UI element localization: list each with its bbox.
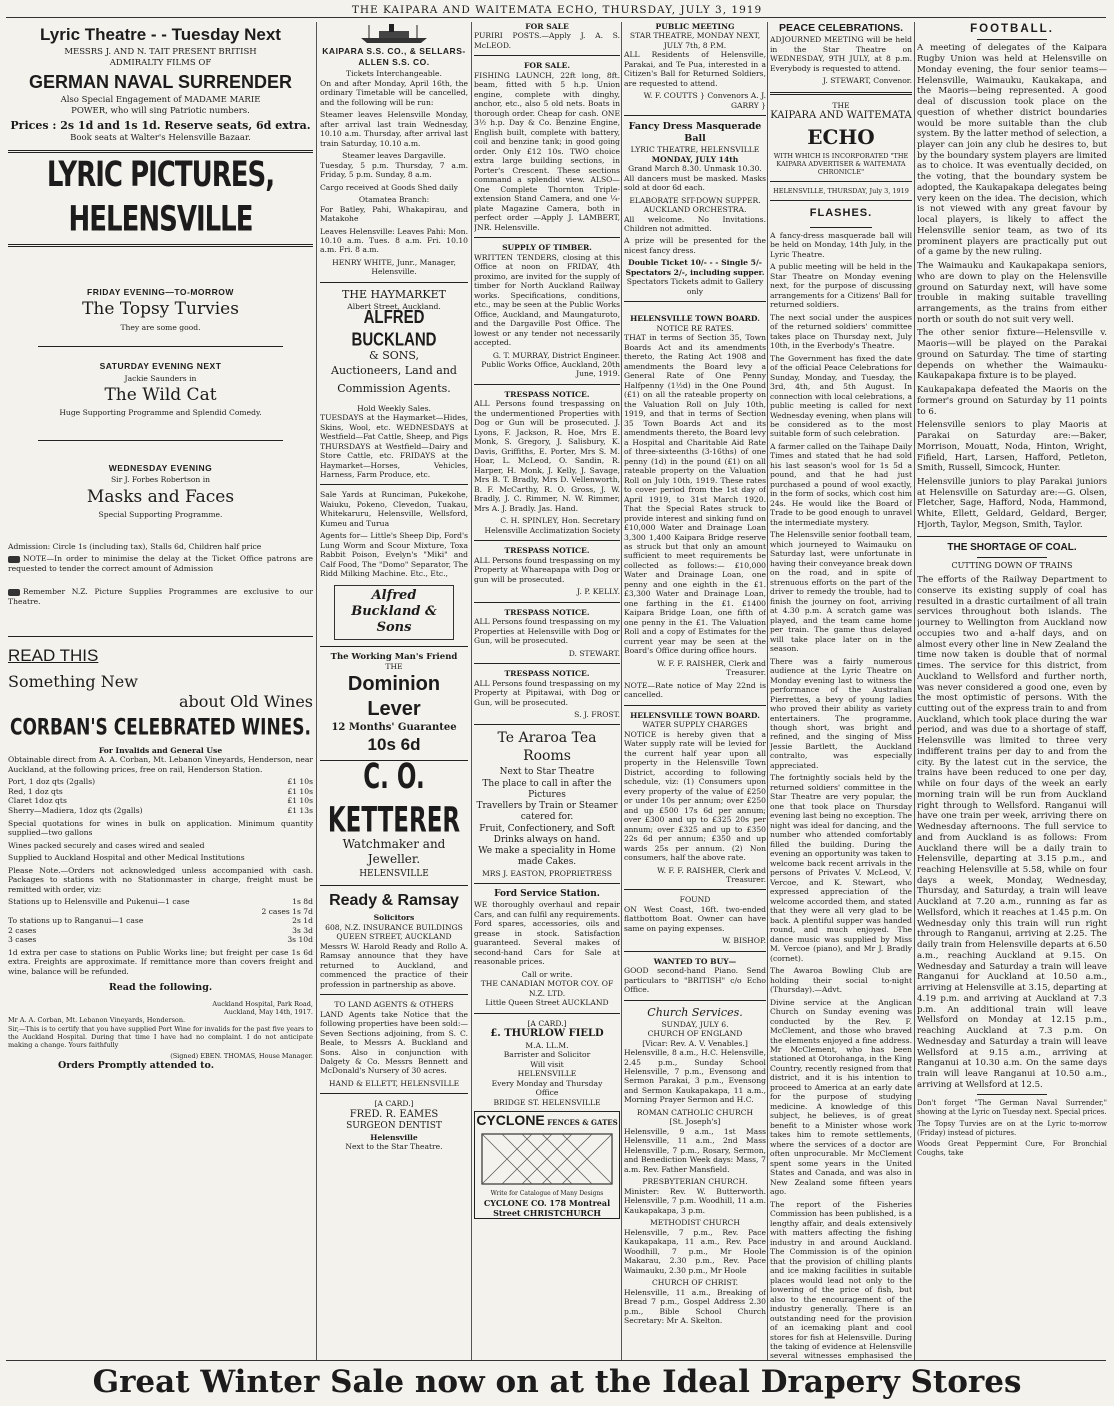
dominion-lever: Dominion Lever bbox=[347, 672, 441, 720]
steamer-dargaville-heading: Steamer leaves Dargaville. bbox=[342, 151, 446, 161]
trespass-heading: TRESPASS NOTICE. bbox=[504, 389, 590, 399]
call-or-write: Call or write. bbox=[521, 969, 573, 979]
dateline: HELENSVILLE, THURSDAY, July 3, 1919 bbox=[773, 186, 909, 195]
trespass-signature: C. H. SPINLEY, Hon. Secretary Helensville Acclimatization Society bbox=[484, 516, 620, 535]
trespass-notice: ALL Persons found trespassing on my Property at Pipitawai, with Dog or Gun, will be prosecuted. bbox=[474, 678, 620, 707]
pointing-hand-icon bbox=[8, 556, 20, 563]
football-paragraph: Kaukapakapa defeated the Maoris on the former's ground on Saturday by 11 points to 6. bbox=[917, 385, 1107, 417]
fancy-dress-date: MONDAY, JULY 14th bbox=[651, 154, 739, 164]
extra-text: 1d extra per case to stations on Public Works line; but freight per case 1s 6d extra. Freights are approximate. If remittance more than covers freight and wine, balance will be refunded. bbox=[8, 947, 313, 976]
working-mans-friend: The Working Man's Friend bbox=[330, 651, 458, 662]
fishing-launch-ad: FISHING LAUNCH, 22ft long, 8ft. beam, fitted with 5 h.p. Union engine, complete with dinghy, anchor, etc., also 5 old nets. Boats in thorough order. Cheap for cash. ONE 3½ h.p. Day & Co. Benzine Engine, English built, complete with battery, coil and benzine tank; in good going order. Only £12 10s. TWO choice extra large building sections, in Porter's Crescent. These sections command a splendid view. ALSO—One Complete Thornton Triple-extension Stand Camera, and one ¼-plate Magazine Camera, both in perfect order —Apply J. LAMBERT, JNR. Helensville. bbox=[474, 70, 620, 232]
something-new: Something New bbox=[8, 672, 138, 692]
adjourned-meeting: ADJOURNED MEETING will be held in the Star Theatre on WEDNESDAY, 9TH JULY, at 8 p.m. Everybody is requested to attend. bbox=[770, 35, 912, 73]
public-meeting-venue: STAR THEATRE, MONDAY NEXT, JULY 7th, 8 P.M. bbox=[629, 31, 761, 50]
echo-kaipara-waitemata: KAIPARA AND WAITEMATA bbox=[770, 110, 912, 122]
the-label: THE bbox=[385, 662, 403, 672]
cutting-down-trains: CUTTING DOWN OF TRAINS bbox=[951, 561, 1073, 571]
flash-item: Divine service at the Anglican Church on Sunday evening was conducted by the Rev. F. McClement, and those who braved the elements enjoyed a fine address. Mr McClement, who has been stationed at Otorohanga, in the King Country, recently resigned from that district, and it is his intention to proceed to America at an early date for the purpose of studying medicine. A knowledge of this subject, he believes, is of great benefit to a Minister whose work takes him to remote settlements, where the services of a doctor are often unprocurable. Mr McClement spent some years in the United States and Canada, and was also in New Zealand some fifteen years ago. bbox=[770, 997, 912, 1197]
public-meeting-body: ALL Residents of Helensville, Parakai, and Te Pua, interested in a Citizen's Ball for Returned Soldiers, are requested to attend. bbox=[624, 50, 766, 88]
fred-eames: FRED. R. EAMES bbox=[349, 1108, 439, 1120]
supply-timber-heading: SUPPLY OF TIMBER. bbox=[502, 243, 592, 253]
column-divider bbox=[767, 22, 768, 1360]
read-this-heading: READ THIS bbox=[8, 646, 99, 666]
card-label: [A CARD.] bbox=[374, 1099, 414, 1109]
flash-item: The next social under the auspices of the returned soldiers' committee takes place on Thursday next, July 10th, in the Everbody's Theatre. bbox=[770, 312, 912, 351]
next-to-star: Next to the Star Theatre. bbox=[345, 1142, 443, 1152]
rates-body: THAT in terms of Section 35, Town Boards Act and its amendments thereto, the Rating Act 1908 and amendments the Board levy a General Rate of One Penny Halfpenny (1½d) in the One Pound (£1) on all the rateable property on the Valuation Roll on July 10th, 1919, and that in terms of Section 35 Town Boards Act and its amendments thereto, the Board levy a Hospital and Charitable Aid Rate of three-sixteenths (3-16ths) of one penny (1d) in the pound (£1) on all rateable property on the Valuation Roll on July 10th, 1919. These rates to cover period from the 1st day of April 1919, to 31st March 1920. That the Special Rates struck to provide interest and sinking fund on £10,000 Water and Drainage Loan 3,300 1,400 Kaipara Bridge reserve as struck but that only an amount sufficient to meet requirements be collected as follows:— £10,000 Water and Drainage Loan, one penny and one eighth in the £1. £3,300 Water and Drainage Loan, one farthing in the £1. £1400 Kaipara Bridge Loan, one fifth of one penny in the £1. The Valuation Roll and a copy of Estimates for the current year may be seen at the Board's Office during office hours. bbox=[624, 333, 766, 656]
leaves-times: Leaves Helensville: Leaves Pahi: Mon. 10.10 a.m. Tues. 8 a.m. Fri. 10.10 a.m. Fri. 8 a.m. bbox=[320, 226, 468, 255]
column-divider bbox=[316, 22, 317, 1360]
town-board-heading: HELENSVILLE TOWN BOARD. bbox=[630, 710, 760, 720]
every-monday-thursday: Every Monday and Thursday bbox=[491, 1078, 603, 1088]
easton-proprietress: MRS J. EASTON, PROPRIETRESS bbox=[482, 868, 612, 878]
grand-march: Grand March 8.30. Unmask 10.30. bbox=[628, 164, 762, 174]
church-services-heading: Church Services. bbox=[647, 1005, 743, 1019]
table-row: 2 cases 3s 3d bbox=[8, 925, 313, 935]
cargo-text: Cargo received at Goods Shed daily bbox=[320, 182, 458, 192]
masthead-rule bbox=[6, 17, 1106, 18]
lyric-theatre-booking: Book seats at Walter's Helensville Bazaar. bbox=[70, 133, 251, 143]
saturday-sub: Huge Supporting Programme and Splendid Comedy. bbox=[59, 408, 262, 418]
alfred-buckland: ALFRED BUCKLAND bbox=[351, 307, 437, 351]
haymarket-heading: THE HAYMARKET bbox=[342, 287, 446, 301]
column-divider bbox=[471, 22, 472, 1360]
albert-street: Albert Street, Auckland. bbox=[347, 301, 441, 311]
little-queen-street: Little Queen Street AUCKLAND bbox=[485, 998, 609, 1008]
admission-text: Admission: Circle 1s (including tax), Stalls 6d, Children half price bbox=[8, 541, 262, 551]
shortage-of-coal-heading: THE SHORTAGE OF COAL. bbox=[947, 541, 1077, 553]
henry-white: HENRY WHITE, Junr., Manager, Helensville. bbox=[332, 257, 456, 277]
trespass-signature: S. J. FROST. bbox=[574, 710, 620, 719]
footer-rule bbox=[6, 1360, 1106, 1361]
ketterer-location: HELENSVILLE bbox=[359, 868, 429, 879]
presbyterian-heading: PRESBYTERIAN CHURCH. bbox=[642, 1177, 748, 1187]
supply-timber-signature: G. T. MURRAY, District Engineer. Public Works Office, Auckland, 20th June, 1919. bbox=[481, 350, 620, 379]
cyclone-ad bbox=[474, 1111, 620, 1218]
flash-item: The Helensville senior football team, which journeyed to Waimauku on Saturday last, were unfortunate in having their conveyance break down on the road, and in spite of strenuous efforts on the part of the driver to remedy the trouble, had to finish the journey on foot, arriving at 4.30 p.m. A scratch game was played, and the team came home per train. The game thus delayed will take place later on in the season. bbox=[770, 530, 912, 654]
wednesday-star: Sir J. Forbes Robertson in bbox=[110, 475, 211, 485]
friday-title: The Topsy Turvies bbox=[82, 299, 239, 320]
ready-ramsay-announcement: Messrs W. Harold Ready and Rollo A. Ramsay announce that they have returned to Auckland, and commenced the practice of their profession in partnership as above. bbox=[320, 941, 468, 989]
supplied-text: Supplied to Auckland Hospital and other Medical Institutions bbox=[8, 853, 245, 863]
buckland-signature-logo: Alfred Buckland & Sons bbox=[334, 585, 454, 640]
church-england-heading: CHURCH OF ENGLAND bbox=[647, 1029, 743, 1039]
sale-yards: Sale Yards at Runciman, Pukekohe, Waiuku, Pokeno, Clevedon, Tuakau, Whitekaruru, Helensville, Wellsford, Kumeu and Turua bbox=[320, 490, 468, 528]
catholic-heading: ROMAN CATHOLIC CHURCH bbox=[636, 1107, 754, 1117]
weekly-sales: Hold Weekly Sales. bbox=[357, 403, 431, 413]
wednesday-sub: Special Supporting Programme. bbox=[98, 510, 223, 520]
agents-for: Agents for— Little's Sheep Dip, Ford's Lung Worm and Scour Mixture, Toxa Rabbit Poison, Evelyn's "Miki" and Calf Food, The "Domo" Separator, The Ridd Milking Machine. Etc., Etc., bbox=[320, 531, 468, 579]
column-3 bbox=[474, 22, 620, 1360]
lyric-theatre-line: MESSRS J. AND N. TAIT PRESENT BRITISH bbox=[64, 47, 257, 58]
watchmaker-jeweller: Watchmaker and Jeweller. bbox=[342, 836, 446, 866]
table-row: Red, 1 doz qts £1 10s bbox=[8, 786, 313, 796]
catholic-services: Helensville, 9 a.m., 1st Mass Helensville, 11 a.m., 2nd Mass Helensville, 7 p.m., Rosary, Sermon, and Benediction Week days: Mass, 7 a.m. Rev. Father Mansfield. bbox=[624, 1126, 766, 1174]
trespass-notice: ALL Persons found trespassing on the undermentioned Properties with Dog or Gun will be prosecuted. J. Lyons, F. Jackson, R. Hoe, Mrs E. Monk, S. Gregory, J. Salisbury, K. Davis, Griffiths, E. Porter, Mrs S. M. Hoar, L. McLeod, O. Sandin, R. Harper, H. Monk, J. Kelly, J. Savage, Mrs B. T. Bradly, Mrs D. Vellenworth, B. F. McCarthy, R. O. Gross, J. W. Bradly, J. C. Rimmer, N. W. Rimmer, Mrs A. J. Bradly. Jas. Hand. bbox=[474, 399, 620, 513]
letter-date: Auckland, May 14th, 1917. bbox=[224, 1008, 313, 1017]
lyric-theatre-line: ADMIRALTY FILMS OF bbox=[109, 57, 212, 68]
tea-rooms-line: The place to call in after the Pictures bbox=[482, 778, 612, 800]
insurance-address: 608, N.Z. INSURANCE BUILDINGS QUEEN STREET, AUCKLAND bbox=[325, 922, 463, 942]
cyclone-logo: CYCLONE bbox=[476, 1112, 545, 1129]
bridge-street: BRIDGE ST. HELENSVILLE bbox=[493, 1097, 601, 1107]
flash-item: A public meeting will be held in the Star Theatre on Monday evening next, for the purpose of discussing arrangements for a Citizens' Ball for returned soldiers. bbox=[770, 262, 912, 310]
rates-note: NOTE—Rate notice of May 22nd is cancelled. bbox=[624, 680, 766, 700]
please-note-text: Please Note.—Orders not acknowledged unless accompanied with cash. Packages to stations with no Stationmaster in charge, freight must be remitted with order, viz: bbox=[8, 865, 313, 894]
echo-the: THE bbox=[832, 100, 850, 110]
lyric-theatre-line: Also Special Engagement of MADAME MARIE bbox=[60, 95, 261, 105]
tea-rooms-heading: Te Araroa Tea Rooms bbox=[497, 730, 597, 764]
guarantee: 12 Months' Guarantee bbox=[331, 721, 457, 733]
ketterer-heading: C. O. KETTERER bbox=[327, 758, 461, 841]
column-divider bbox=[914, 22, 915, 1360]
canadian-motor: THE CANADIAN MOTOR COY. OF N.Z. LTD. bbox=[480, 979, 614, 998]
methodist-heading: METHODIST CHURCH bbox=[650, 1218, 740, 1228]
sales-schedule: TUESDAYS at the Haymarket—Hides, Skins, Wool, etc. WEDNESDAYS at Westfield—Fat Cattle, Sheep, and Pigs THURSDAYS at Westfield—Dairy and Store Cattle, etc. FRIDAYS at the Haymarket—Horses, Vehicles, Harness, Farm Produce, etc. bbox=[320, 413, 468, 479]
office-label: Office bbox=[535, 1088, 559, 1098]
orders-attended: Orders Promptly attended to. bbox=[58, 1060, 215, 1071]
tickets-interchangeable: Tickets Interchangeable. bbox=[346, 69, 442, 79]
column-1 bbox=[8, 22, 313, 1360]
trespass-heading: TRESPASS NOTICE. bbox=[504, 546, 590, 556]
letter-recipient: Mr A. A. Corban, Mt. Lebanon Vineyards, Henderson. bbox=[8, 1016, 186, 1025]
public-meeting-convenors: W. F. COUTTS } Convenors A. J. GARRY } bbox=[643, 91, 766, 110]
church-of-christ-heading: CHURCH OF CHRIST. bbox=[651, 1278, 739, 1288]
saturday-title: The Wild Cat bbox=[104, 385, 217, 406]
table-row: Sherry—Madiera, 1doz qts (2galls) £1 13s bbox=[8, 805, 313, 815]
wanted-body: GOOD second-hand Piano. Send particulars to "BRITISH" c/o Echo Office. bbox=[624, 966, 766, 995]
tea-rooms-line: We make a speciality in Home made Cakes. bbox=[478, 846, 616, 868]
card-label: [A CARD.] bbox=[527, 1018, 567, 1028]
table-row: To stations up to Ranganui—1 case 2s 1d bbox=[8, 916, 313, 926]
footer-banner: Great Winter Sale now on at the Ideal Drapery Stores bbox=[92, 1364, 1022, 1400]
masthead: THE KAIPARA AND WAITEMATA ECHO, THURSDAY, JULY 3, 1919 bbox=[351, 4, 763, 16]
about-old-wines: about Old Wines bbox=[178, 692, 313, 712]
table-row: Stations up to Helensville and Pukenui—1 case 1s 8d bbox=[8, 897, 313, 907]
hand-ellett: HAND & ELLETT, HELENSVILLE bbox=[328, 1078, 460, 1088]
found-body: ON West Coast, 16ft. two-ended flattbottom Boat. Owner can have same on paying expenses. bbox=[624, 904, 766, 933]
kaipara-ss-heading: KAIPARA S.S. CO., & SELLARS-ALLEN S.S. CO. bbox=[322, 46, 466, 67]
stewart-convenor: J. STEWART, Convenor. bbox=[822, 76, 912, 86]
note-text: NOTE—In order to minimise the delay at the Ticket Office patrons are requested to tender the correct amount of Admission bbox=[8, 554, 313, 573]
for-sale-heading: FOR SALE bbox=[525, 22, 569, 31]
pointing-hand-icon bbox=[8, 589, 20, 596]
flash-item: The Awaroa Bowling Club are holding their social to-night (Thursday).—Advt. bbox=[770, 966, 912, 995]
ready-ramsay: Ready & Ramsay bbox=[329, 892, 459, 910]
peace-celebrations-heading: PEACE CELEBRATIONS. bbox=[778, 22, 904, 34]
lyric-theatre-venue: LYRIC THEATRE, HELENSVILLE bbox=[630, 145, 760, 155]
trespass-signature: J. P. KELLY. bbox=[577, 587, 620, 597]
wine-price-table bbox=[8, 777, 313, 815]
flash-item: A fancy-dress masquerade ball will be held on Monday, 14th July, in the Lyric Theatre. bbox=[770, 230, 912, 259]
incorporated-text: WITH WHICH IS INCORPORATED "THE KAIPARA ADVERTISER & WAITEMATA CHRONICLE" bbox=[773, 151, 909, 176]
topsy-turvies-note: The Topsy Turvies are on at the Lyric to-morrow (Friday) instead of pictures. bbox=[917, 1119, 1107, 1137]
wines-packed-text: Wines packed securely and cases wired and sealed bbox=[8, 840, 205, 850]
public-meeting-heading: PUBLIC MEETING bbox=[655, 22, 735, 31]
notice-re-rates: NOTICE RE RATES. bbox=[656, 323, 734, 333]
special-text: Special quotations for wines in bulk on application. Minimum quantity supplied—two gallons bbox=[8, 818, 313, 838]
saturday-star: Jackie Saunders in bbox=[124, 373, 197, 383]
barrister-solicitor: Barrister and Solicitor bbox=[503, 1050, 591, 1060]
surgeon-dentist: SURGEON DENTIST bbox=[346, 1121, 442, 1132]
coal-shortage-body: The efforts of the Railway Department to conserve its existing supply of coal has resulted in a drastic curtailment of all train services throughout both islands. The journey to Wellington from Auckland now occupies two and a-half days, and on almost every other line in New Zealand the time now taken is double that of normal times. The service for this district, from Auckland to Wellsford and further north, was never considered a good one, even by the most optimistic of persons. With the cutting out of the express train to and from Auckland, which took place during the war period, and was due to a shortage of staff, Helensville was limited to three very indifferent trains per day to and from the city. By the latest cut in the service, the trains have been reduced to one per day, while on four days of the week an early morning train will be run from Auckland right through to Wellsford. Ranganui will have one train per week, arriving there on Wednesday afternoons. The full service to and from Auckland is as follows: From Auckland there will be a daily train to Helensville, departing at 3.15 p.m., and reaching Helensville at 5.58, while on four days a week, Monday, Wednesday, Thursday, and Saturday, a train will leave Auckland at 7.20 a.m., running as far as Wellsford, which it reaches at 1.45 p.m. On Wednesday only this train will run right through to Ranganui, arriving at 2.25. The daily train from Helensville departs at 6.50 a.m., reaching Auckland at 9.15. On Wednesday and Saturday a train will leave Ranganui for Auckland at 10.50 a.m., arriving at Helensville at 3.15, departing at 4.19 p.m. and arriving at Auckland at 7.3 p.m. An additional train will leave Wellsford on Monday at 12.15 p.m., reaching Auckland at 7.3 p.m. On Wednesday and Saturday a train will leave Wellsford at 9.15 a.m., arriving at Ranganui at 10.30 a.m. On the same days train will leave Ranganui at 10.50 a.m., arriving at Wellsford at 12.5. bbox=[917, 575, 1107, 1090]
methodist-services: Helensville, 7 p.m., Rev. Pace Kaukapakapa, 11 a.m., Rev. Pace Woodhill, 7 p.m., Mr Hoole Makarau, 2.30 p.m., Rev. Pace Waimauku, 2.30 p.m., Mr Hoole bbox=[624, 1227, 766, 1275]
saturday-heading: SATURDAY EVENING NEXT bbox=[99, 360, 222, 371]
buckland-sons: & SONS, bbox=[368, 348, 420, 362]
corban-wines-heading: CORBAN'S CELEBRATED WINES. bbox=[9, 715, 311, 742]
ford-service-body: WE thoroughly overhaul and repair Cars, and can fulfil any requirements. Ford spares, accessories, oils and grease in stock. Satisfaction guaranteed. Several makes of second-hand Cars for Sale at reasonable prices. bbox=[474, 900, 620, 967]
letter-address: Auckland Hospital, Park Road, bbox=[212, 1000, 313, 1009]
cyclone-company: CYCLONE CO. 178 Montreal Street CHRISTCHURCH bbox=[483, 1197, 611, 1218]
woods-peppermint: Woods Great Peppermint Cure, For Bronchial Coughs, take bbox=[917, 1140, 1107, 1158]
ford-service-heading: Ford Service Station. bbox=[494, 889, 600, 900]
rates-signature: W. F. F. RAISHER, Clerk and Treasurer. bbox=[657, 658, 766, 678]
football-paragraph: Helensville juniors to play Parakai juniors at Helensville on Saturday are:—G. Olsen, Fletcher, Sage, Hafford, Noda, Hammond, White, Ellett, Geldard, Geldard, Berger, Hjorth, Taylor, Megson, Smith, Taylor. bbox=[917, 477, 1107, 530]
flash-item: The report of the Fisheries Commission has been published, is a lengthy affair, and deals extensively with matters affecting the fishing industry in and around Auckland. The Commission is of the opinion that the provision of chilling plants and ice making facilities in suitable places would lead not only to the lowering of the price of fish, but also to the encouragement of the industry generally. There is an outstanding need for the provision of an icemaking plant and cool stores for fish at Helensville. During the taking of evidence at Helensville several witnesses emphasised the bbox=[770, 1199, 912, 1360]
column-2 bbox=[320, 22, 468, 1360]
lyric-pictures-banner: LYRIC PICTURES, HELENSVILLE bbox=[46, 154, 275, 239]
trespass-notice: ALL Persons found trespassing on my Properties at Helensville with Dog or Gun, will be prosecuted. bbox=[474, 617, 620, 646]
fancy-dress-prize: A prize will be presented for the nicest fancy dress. bbox=[624, 236, 766, 255]
table-row: Claret 1doz qts £1 10s bbox=[8, 796, 313, 806]
tea-rooms-line: Travellers by Train or Steamer catered for. bbox=[476, 801, 618, 823]
church-of-christ-services: Helensville, 11 a.m., Breaking of Bread 7 p.m., Gospel Address 2.30 p.m., Bible School Church Secretary: Mr A. Skelton. bbox=[624, 1287, 766, 1326]
fences-gates: FENCES & GATES bbox=[547, 1118, 618, 1128]
flash-item: The fortnightly socials held by the returned soldiers' committee in the Star Theatre are very popular, the one that took place on Thursday evening last being no exception. The night was ideal for dancing, and the number who attended comfortably filled the building. During the evening an opportunity was taken to welcome back recent arrivals in the persons of Privates V. McLeod, V. Vercoe, and K. Stewart, who expressed appreciation of the welcome accorded them, and stated that they were all very glad to be back. A plentiful supper was handed round, and much enjoyed. The dance music was supplied by Miss M. Vercoe (piano), and Mr J. Bradly (cornet). bbox=[770, 773, 912, 963]
lyric-theatre-prices: Prices : 2s 1d and 1s 1d. Reserve seats, 6d extra. bbox=[10, 119, 311, 133]
church-england-services: Helensville, 8 a.m., H.C. Helensville, 2.45 p.m., Sunday School Helensville, 7 p.m., Evensong and Sermon Parakai, 3 p.m., Evensong and Sermon Kaukapakapa, 11 a.m., Morning Prayer Sermon and H.C. bbox=[624, 1048, 766, 1105]
steamship-icon bbox=[359, 22, 429, 44]
auctioneers: Auctioneers, Land and Commission Agents. bbox=[331, 364, 457, 396]
solicitors: Solicitors bbox=[373, 913, 415, 923]
trespass-heading: TRESPASS NOTICE. bbox=[504, 669, 590, 679]
table-row: Port, 1 doz qts (2galls) £1 10s bbox=[8, 777, 313, 787]
fancy-dress-heading: Fancy Dress Masquerade Ball bbox=[628, 121, 762, 145]
read-following-heading: Read the following. bbox=[108, 982, 213, 994]
ticket-prices: Double Ticket 10/- - - Single 5/- Spectators 2/-, including supper. bbox=[625, 258, 765, 277]
eames-location: Helensville bbox=[370, 1132, 418, 1142]
supper: ELABORATE SIT-DOWN SUPPER. bbox=[629, 195, 761, 205]
water-supply-body: NOTICE is hereby given that a Water supply rate will be levied for the current half year upon all property in the Helensville Town District, according to following schedule, viz: (1) Consumers upon every property of the value of £250 or under 10s per annum; over £250 and up £500 17s 6d per annum; over £300 and up to £325 20s per annum; over £325 and up to £350 22s 6d per annum; £350 and up wards 25s per annum. (2) Non consumers, half the above rate. bbox=[624, 729, 766, 863]
spectators-note: Spectators Tickets admit to Gallery only bbox=[626, 277, 764, 296]
letter-body: Sir,—This is to certify that you have supplied Port Wine for invalids for the past five years to the Auckland Hospital. During that time I have had no complaint. I do not anticipate making a change. Yours faithfully bbox=[8, 1024, 313, 1049]
steamer-helensville: Steamer leaves Helensville Monday, after arrival last train Wednesday, 10.10 a.m. Thursday, after arrival last train Saturday, 10.10 a.m. bbox=[320, 110, 468, 148]
football-heading: FOOTBALL. bbox=[970, 23, 1054, 35]
town-board-heading: HELENSVILLE TOWN BOARD. bbox=[630, 314, 760, 324]
german-naval-surrender-title: GERMAN NAVAL SURRENDER bbox=[28, 71, 292, 92]
football-paragraph: The other senior fixture—Helensville v. Maoris—will be played on the Parakai ground on Saturday. The time of starting depends on whether the Waimauku-Kaukapakapa fixture is to be played. bbox=[917, 328, 1107, 382]
cyclone-catalogue: Write for Catalogue of Many Designs bbox=[490, 1190, 604, 1198]
wednesday-heading: WEDNESDAY EVENING bbox=[108, 462, 213, 473]
flash-item: There was a fairly numerous audience at the Lyric Theatre on Monday evening last to witness the performance of the Australian Pierrettes, a bevy of young ladies who proved their ability as variety entertainers. The programme, though short, was bright and refined, and the singing of Miss Jessie Bartlett, the Auckland contralto, was especially appreciated. bbox=[770, 656, 912, 770]
next-to-star-theatre: Next to Star Theatre bbox=[499, 767, 595, 778]
trespass-notice: ALL Persons found trespassing on my Property at Whareapapa with Dog or gun will be prosecuted. bbox=[474, 555, 620, 584]
column-divider bbox=[621, 22, 622, 1360]
thurlow-location: HELENSVILLE bbox=[517, 1069, 577, 1079]
flash-item: A farmer called on the Taihape Daily Times and stated that he had sold his last season's wool for 1s 5d a pound, and that he had just purchased a pound of wool exactly, in the form of socks, which cost him 24s. He would like the Board of Trade to be good enough to unravel the intermediate mystery. bbox=[770, 441, 912, 527]
sunday-date: SUNDAY, JULY 6. bbox=[661, 1019, 729, 1029]
puriri-posts: PURIRI POSTS.—Apply J. A. S. McLEOD. bbox=[474, 31, 620, 50]
wednesday-title: Masks and Faces bbox=[86, 486, 235, 507]
letter-signature: (Signed) EBEN. THOMAS, House Manager. bbox=[170, 1051, 313, 1060]
water-supply-heading: WATER SUPPLY CHARGES bbox=[642, 720, 748, 730]
st-josephs: [St. Joseph's] bbox=[669, 1117, 721, 1127]
for-sale-heading: FOR SALE. bbox=[523, 61, 571, 71]
flashes-heading: FLASHES. bbox=[809, 207, 873, 220]
remember-text: Remember N.Z. Picture Supplies Programmes are exclusive to our Theatre. bbox=[8, 587, 313, 606]
column-4 bbox=[624, 22, 766, 1360]
tea-rooms-line: Fruit, Confectionery, and Soft Drinks always on hand. bbox=[479, 823, 615, 845]
lyric-theatre-line: POWER, who will sing Patriotic numbers. bbox=[71, 105, 250, 116]
echo-masthead: ECHO bbox=[807, 124, 875, 149]
table-row: 3 cases 3s 10d bbox=[8, 935, 313, 945]
obtain-text: Obtainable direct from A. A. Corban, Mt. Lebanon Vineyards, Henderson, near Auckland, at the following prices, free on rail, Henderson Station. bbox=[8, 755, 313, 774]
fence-gate-icon bbox=[478, 1130, 616, 1188]
timetable-notice: On and after Monday, April 16th, the ordinary Timetable will be cancelled, and the following will be run: bbox=[320, 78, 468, 107]
found-heading: FOUND bbox=[679, 895, 711, 905]
all-welcome: All welcome. No Invitations. Children not admitted. bbox=[624, 214, 766, 233]
dancers-masked: All dancers must be masked. Masks sold at door 6d each. bbox=[624, 173, 766, 193]
presbyterian-services: Minister: Rev. W. Butterworth. Helensville, 7 p.m. Woodhill, 11 a.m. Kaukapakapa, 3 p.m. bbox=[624, 1186, 766, 1215]
wanted-heading: WANTED TO BUY— bbox=[653, 956, 737, 966]
trespass-heading: TRESPASS NOTICE. bbox=[504, 607, 590, 617]
invalids-subheading: For Invalids and General Use bbox=[98, 745, 223, 755]
supply-timber-body: WRITTEN TENDERS, closing at this Office at noon on FRIDAY, 4th proximo, are invited for the supply of timber for North Auckland Railway works. Specifications, conditions, etc., may be seen at the Public Works Office, Auckland, and Maungaturoto, and the Dargaville Post Office. The lowest or any tender not necessarily accepted. bbox=[474, 252, 620, 348]
batley-text: For Batley, Pahi, Whakapirau, and Matakohe bbox=[320, 204, 468, 224]
water-supply-signature: W. F. F. RAISHER, Clerk and Treasurer. bbox=[657, 865, 766, 884]
football-paragraph: A meeting of delegates of the Kaipara Rugby Union was held at Helensville on Monday evening, the four senior teams—Helensville, Waimauku, Kaukakapa, and the Maoris—being represented. A good deal of discussion took place on the question of whether district boundaries would be more suitable than the club system. By the latter method of selection, a player can join any club he desires to, but by the boundary system players are limited as to choice. It was eventually decided, on the voting, that the boundary system be adopted, the Kaukapakapa delegates being very keen on the idea. The decision, which is not viewed with any great favour by local players, is likely to affect the Helensville senior team, as two of its prominent players are practically put out of a game by the new ruling. bbox=[917, 43, 1107, 258]
friday-heading: FRIDAY EVENING—TO-MORROW bbox=[87, 286, 234, 297]
otamatea-heading: Otamatea Branch: bbox=[358, 195, 430, 205]
friday-sub: They are some good. bbox=[120, 322, 201, 332]
dargaville-times: Tuesday, 5 p.m. Thursday, 7 a.m. Friday, 5 p.m. Sunday, 8 a.m. bbox=[320, 160, 468, 180]
table-row: 2 cases 1s 7d bbox=[261, 906, 313, 916]
land-agents-heading: TO LAND AGENTS & OTHERS bbox=[334, 1000, 454, 1010]
lever-price: 10s 6d bbox=[367, 735, 421, 755]
found-signature: W. BISHOP. bbox=[722, 936, 766, 946]
column-6 bbox=[917, 22, 1107, 1360]
will-visit: Will visit bbox=[530, 1059, 564, 1069]
orchestra: AUCKLAND ORCHESTRA. bbox=[643, 205, 747, 215]
vicar: [Vicar: Rev. A. V. Venables.] bbox=[642, 1038, 748, 1048]
freight-table bbox=[8, 897, 313, 944]
football-paragraph: Helensville seniors to play Maoris at Parakai on Saturday are:—Baker, Morrison, Mouatt, Noda, Hinton, Wright, Fifield, Hart, Larsen, Hafford, Petleton, Smith, Russell, Simcock, Hunter. bbox=[917, 420, 1107, 474]
column-5 bbox=[770, 22, 912, 1360]
trespass-signature: D. STEWART. bbox=[568, 648, 620, 658]
football-paragraph: The Waimauku and Kaukapakapa seniors, who are down to play on the Helensville ground on Saturday next, will have some trouble in making suitable travelling arrangements, as the trains from either north or south do not suit very well. bbox=[917, 261, 1107, 325]
dont-forget: Don't forget "The German Naval Surrender," showing at the Lyric on Tuesday next. Special prices. bbox=[917, 1099, 1107, 1117]
lyric-theatre-heading: Lyric Theatre - - Tuesday Next bbox=[40, 25, 281, 44]
land-agents-body: LAND Agents take Notice that the following properties have been sold:—Seven Sections adjoining, from S. C. Beale, to Messrs A. Buckland and Sons. Also in conjunction with Dalgety & Co. Messrs Bennett and McDonald's Nursery of 30 acres. bbox=[320, 1009, 468, 1076]
thurlow-degree: M.A. LL.M. bbox=[525, 1040, 569, 1050]
thurlow-field: £. THURLOW FIELD bbox=[490, 1028, 604, 1040]
flash-item: The Government has fixed the date of the official Peace Celebrations for Sunday, Monday, and Tuesday, the 3rd, 4th, and 5th August. In connection with local celebrations, a public meeting is called for next Wednesday evening, when plans will be considered as to the most suitable form of such celebration. bbox=[770, 353, 912, 439]
